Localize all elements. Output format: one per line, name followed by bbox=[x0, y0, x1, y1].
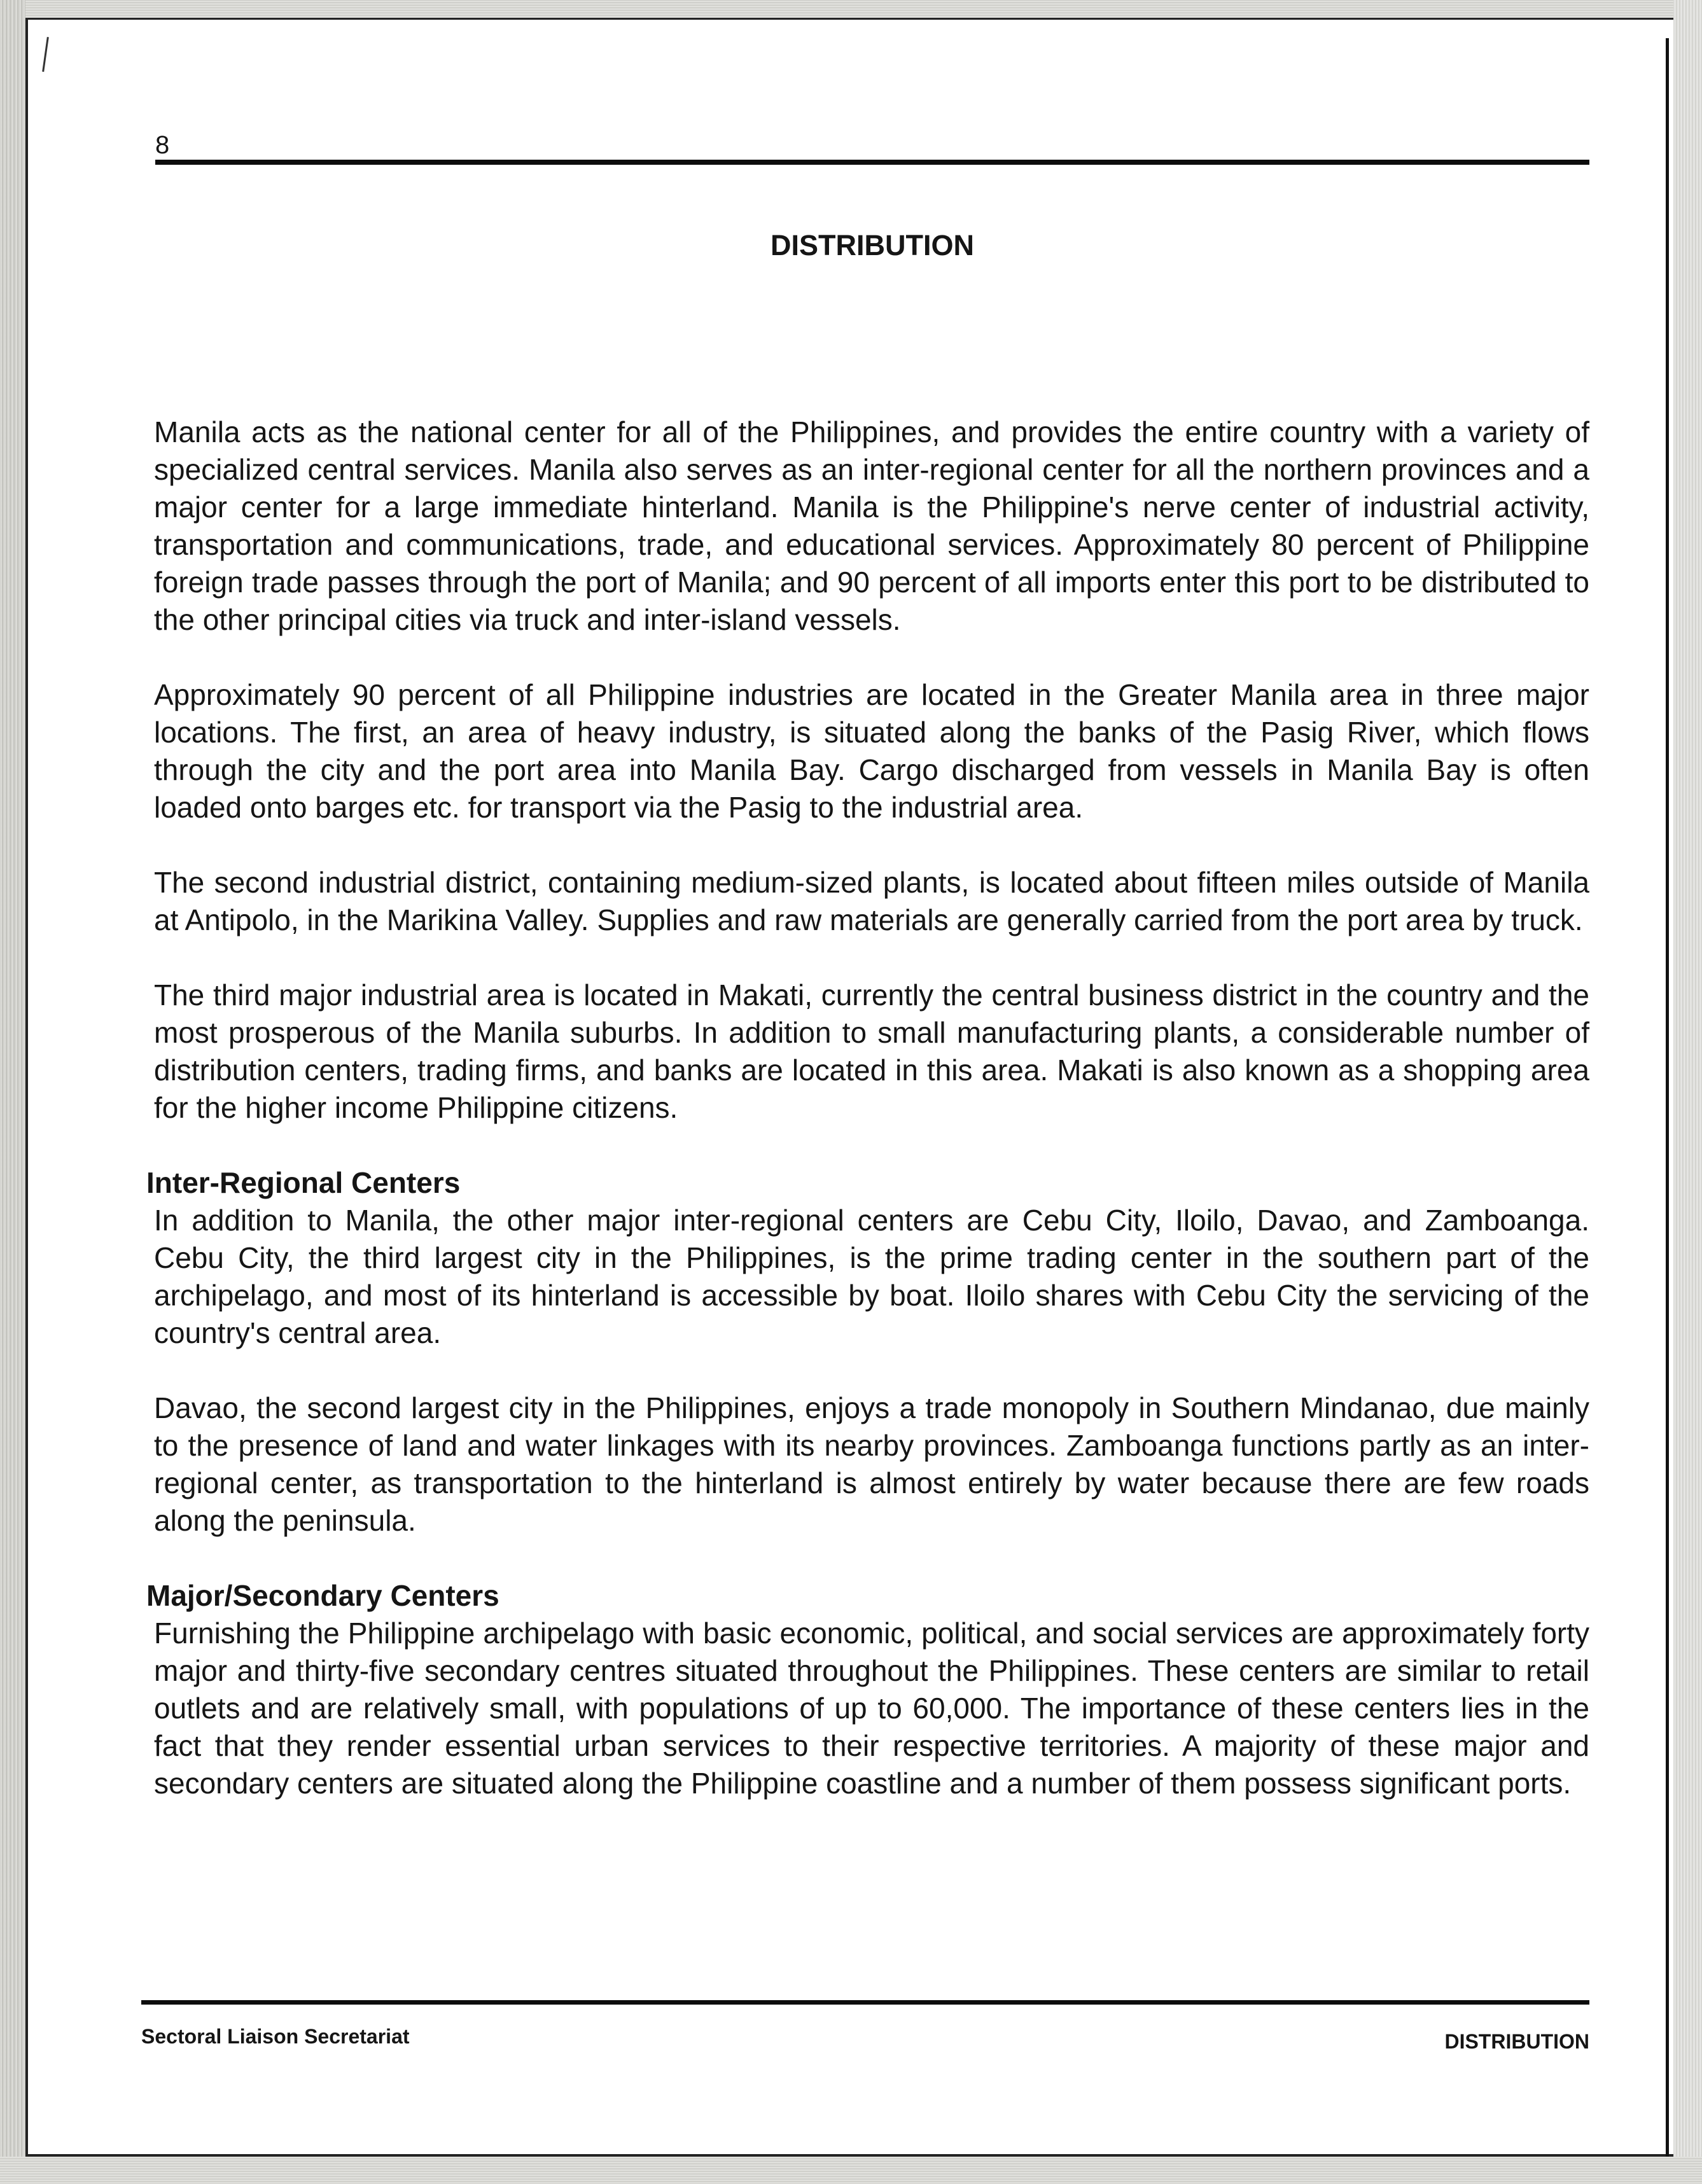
paragraph-greater-manila-industries: Approximately 90 percent of all Philippine industries are located in the Greater Manila area in three major locations. The first, an area of heavy industry, is situated along the banks of the Pasig River, which flows through the city and the port area into Manila Bay. Cargo discharged from vessels in Manila Bay is often loaded onto barges etc. for transport via the Pasig to the industrial area. bbox=[154, 678, 1589, 824]
paragraph-major-secondary-centers: Furnishing the Philippine archipelago with basic economic, political, and social services are approximately forty major and thirty-five secondary centres situated throughout the Philippines. These centers are similar to retail outlets and are relatively small, with populations of up to 60,000. The importance of these centers lies in the fact that they render essential urban services to their respective territories. A majority of these major and secondary centers are situated along the Philippine coastline and a number of them possess significant ports. bbox=[154, 1617, 1589, 1800]
page-title: DISTRIBUTION bbox=[771, 229, 974, 261]
page-right-border bbox=[1666, 38, 1669, 2157]
section-heading-inter-regional: Inter-Regional Centers bbox=[146, 1166, 461, 1199]
footer-rule bbox=[141, 2000, 1589, 2005]
paragraph-manila-overview: Manila acts as the national center for all of the Philippines, and provides the entire country with a variety of specialized central services. Manila also serves as an inter-regional center for all the northern provinces and a major center for a large immediate hinterland. Manila is the Philippine's nerve center of industrial activity, transportation and communications, trade, and educational services. Approximately 80 percent of Philippine foreign trade passes through the port of Manila; and 90 percent of all imports enter this port to be distributed to the other principal cities via truck and inter-island vessels. bbox=[154, 415, 1589, 636]
page-number: 8 bbox=[155, 131, 170, 159]
paragraph-third-district: The third major industrial area is located in Makati, currently the central business district in the country and the most prosperous of the Manila suburbs. In addition to small manufacturing plants, a considerable number of distribution centers, trading firms, and banks are located in this area. Makati is also known as a shopping area for the higher income Philippine citizens. bbox=[154, 978, 1589, 1124]
paragraph-davao-zamboanga: Davao, the second largest city in the Philippines, enjoys a trade monopoly in Southern Mindanao, due mainly to the presence of land and water linkages with its nearby provinces. Zamboanga functions partly as an inter-regional center, as transportation to the hinterland is almost entirely by water because there are few roads along the peninsula. bbox=[154, 1391, 1589, 1537]
paragraph-inter-regional-centers: In addition to Manila, the other major inter-regional centers are Cebu City, Iloilo, Davao, and Zamboanga. Cebu City, the third largest city in the Philippines, is the prime trading center in the southern part of the archipelago, and most of its hinterland is accessible by boat. Iloilo shares with Cebu City the servicing of the country's central area. bbox=[154, 1204, 1589, 1349]
header-rule bbox=[155, 160, 1589, 165]
footer-organization: Sectoral Liaison Secretariat bbox=[141, 2025, 410, 2048]
paragraph-second-district: The second industrial district, containing medium-sized plants, is located about fifteen miles outside of Manila at Antipolo, in the Marikina Valley. Supplies and raw materials are generally carried from the port area by truck. bbox=[154, 866, 1589, 936]
body-text bbox=[146, 414, 1589, 1840]
scan-edge-top bbox=[0, 0, 1702, 18]
footer-section-name: DISTRIBUTION bbox=[1444, 2030, 1589, 2053]
section-heading-major-secondary: Major/Secondary Centers bbox=[146, 1579, 499, 1612]
scan-edge-right bbox=[1673, 0, 1702, 2184]
scan-edge-left bbox=[0, 0, 25, 2184]
scan-edge-bottom bbox=[0, 2157, 1702, 2184]
